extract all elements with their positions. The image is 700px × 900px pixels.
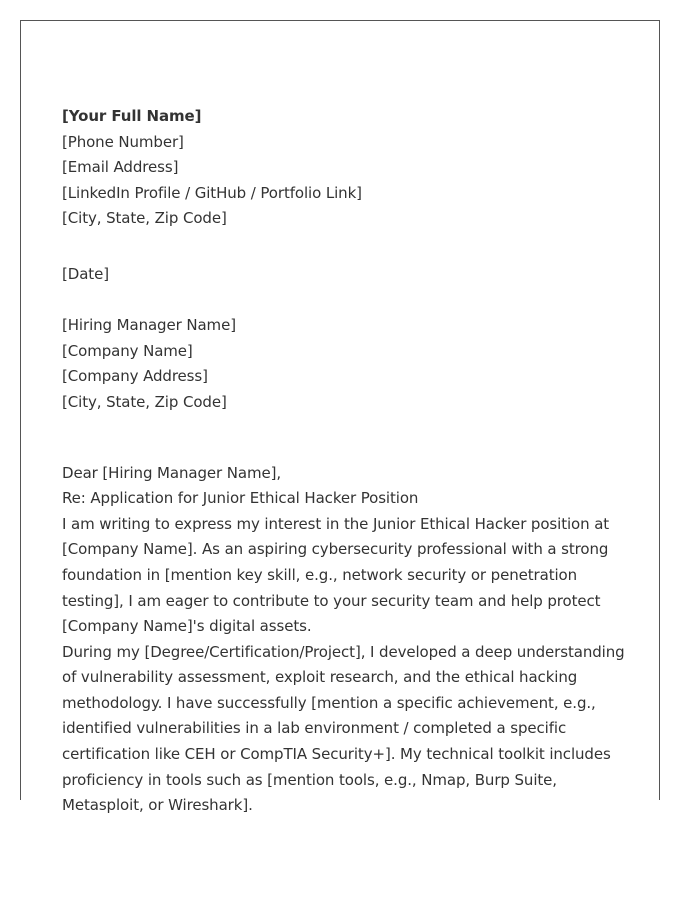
paragraph-intro: I am writing to express my interest in the Junior Ethical Hacker position at [Company Name]. As an aspiring cybersecurity professional with a strong foundation in [mention key skill, e.g., network security or penetration testing], I am eager to contribute to your security team and help protect [Company Name]'s digital assets. — [62, 514, 610, 636]
paragraph-experience: During my [Degree/Certification/Project], I developed a deep understanding of vulnerability assessment, exploit research, and the ethical hacking methodology. I have successfully [mention a specific achievement, e.g., identified vulnerabilities in a lab environment / completed a specific certification like CEH or CompTIA Security+]. My technical toolkit includes proficiency in tools such as [mention tools, e.g., Nmap, Burp Suite, Metasploit, or Wireshark]. — [62, 642, 625, 815]
sender-email: [Email Address] — [62, 158, 179, 177]
salutation: Dear [Hiring Manager Name], — [62, 463, 282, 482]
sender-city: [City, State, Zip Code] — [62, 209, 227, 228]
sender-link: [LinkedIn Profile / GitHub / Portfolio Link] — [62, 183, 362, 202]
spacer — [62, 232, 630, 262]
document-page — [20, 20, 660, 815]
subject-line: Re: Application for Junior Ethical Hacker Position — [62, 489, 419, 508]
letter-date: [Date] — [62, 264, 109, 283]
recipient-city: [City, State, Zip Code] — [62, 392, 227, 411]
sender-name: [Your Full Name] — [62, 107, 202, 125]
spacer — [62, 288, 630, 314]
spacer — [62, 416, 630, 461]
recipient-address: [Company Address] — [62, 367, 208, 386]
cover-letter-body — [62, 104, 630, 819]
recipient-company: [Company Name] — [62, 341, 193, 360]
recipient-manager: [Hiring Manager Name] — [62, 316, 236, 335]
sender-phone: [Phone Number] — [62, 132, 184, 151]
